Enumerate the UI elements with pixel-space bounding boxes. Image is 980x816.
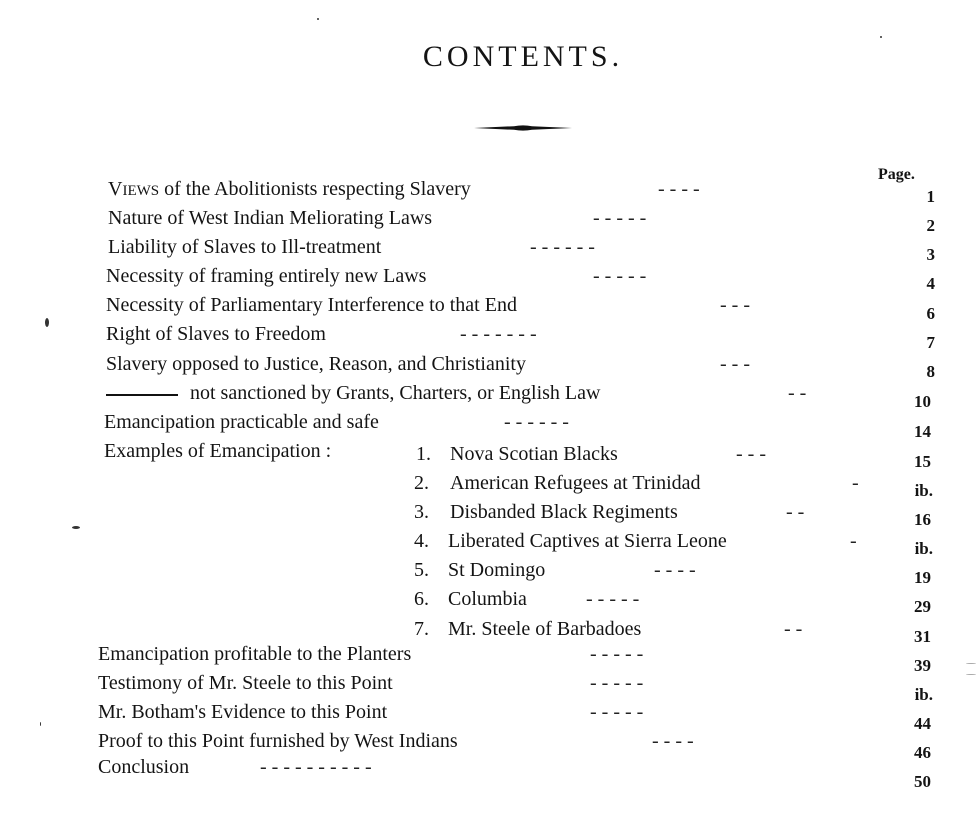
- toc-entry-label: Right of Slaves to Freedom: [106, 323, 326, 345]
- toc-entry-label: Slavery opposed to Justice, Reason, and Christianity: [106, 353, 526, 375]
- toc-entry-label: American Refugees at Trinidad: [450, 472, 701, 494]
- ditto-rule: [106, 394, 178, 396]
- leader-dashes: - - - - - -: [530, 236, 595, 258]
- toc-page-number: 6: [926, 304, 935, 323]
- leader-dashes: - - - - -: [593, 207, 647, 229]
- leader-dashes: - -: [784, 618, 803, 640]
- toc-entry-label: Necessity of Parliamentary Interference to that End: [106, 294, 517, 316]
- toc-page-number: 16: [914, 510, 931, 529]
- toc-page-number: ib.: [914, 539, 933, 558]
- subentry-number: 3.: [414, 501, 429, 523]
- leader-dashes: - - - - -: [590, 701, 644, 723]
- toc-subentry: [414, 472, 874, 500]
- leader-dashes: - - - -: [658, 178, 700, 200]
- toc-entry-label: St Domingo: [448, 559, 546, 581]
- toc-entry: [108, 207, 868, 235]
- toc-entry-label: Nature of West Indian Meliorating Laws: [108, 207, 433, 229]
- toc-entry: [106, 294, 866, 322]
- subentry-number: 5.: [414, 559, 429, 581]
- toc-entry: [98, 701, 878, 729]
- toc-entry: [106, 323, 866, 351]
- toc-entry: [98, 672, 878, 700]
- scan-speck: [966, 663, 976, 664]
- toc-page-number: ib.: [914, 685, 933, 704]
- scan-speck: [880, 36, 882, 38]
- toc-entry-label: Proof to this Point furnished by West Indians: [98, 730, 458, 752]
- toc-subentry: [414, 530, 874, 558]
- scan-speck: [317, 18, 319, 20]
- page-title: CONTENTS.: [422, 40, 624, 73]
- toc-entry-label: Nova Scotian Blacks: [450, 443, 618, 465]
- toc-page-number: 4: [926, 274, 935, 293]
- leader-dashes: - - - - -: [590, 672, 644, 694]
- toc-entry-label: Emancipation profitable to the Planters: [98, 643, 412, 665]
- toc-entry-label: Liberated Captives at Sierra Leone: [448, 530, 727, 552]
- toc-entry-label: Conclusion: [98, 756, 190, 778]
- leader-dashes: - - -: [720, 353, 750, 375]
- toc-entry-label: Necessity of framing entirely new Laws: [106, 265, 427, 287]
- leader-dashes: -: [850, 530, 857, 552]
- subentry-number: 7.: [414, 618, 429, 640]
- toc-entry-label: Emancipation practicable and safe: [104, 411, 379, 433]
- toc-entry: [108, 178, 868, 206]
- toc-page-number: 31: [914, 627, 931, 646]
- toc-entry-label: Columbia: [448, 588, 527, 610]
- leader-dashes: -: [852, 472, 859, 494]
- scan-speck: [40, 722, 41, 726]
- leader-dashes: - - - -: [652, 730, 694, 752]
- subentry-number: 6.: [414, 588, 429, 610]
- toc-page-number: 15: [914, 452, 931, 471]
- toc-page-number: 10: [914, 392, 931, 411]
- leader-dashes: - - - - - - - - - -: [260, 756, 372, 778]
- scan-speck: [72, 526, 80, 529]
- page-column-header: Page.: [878, 166, 915, 183]
- toc-subentry: [414, 559, 874, 587]
- toc-page-number: 7: [926, 333, 935, 352]
- leader-dashes: - -: [786, 501, 805, 523]
- toc-page-number: 2: [926, 216, 935, 235]
- toc-entry: [98, 756, 878, 784]
- toc-page-number: 3: [926, 245, 935, 264]
- toc-page-number: 29: [914, 597, 931, 616]
- toc-entry: [98, 730, 878, 758]
- toc-entry-examples-heading: [104, 440, 404, 468]
- scan-speck: [45, 318, 49, 327]
- toc-entry-label: Mr. Steele of Barbadoes: [448, 618, 642, 640]
- toc-entry: [108, 236, 868, 264]
- toc-entry: [106, 382, 866, 410]
- leader-dashes: - - - - - - -: [460, 323, 537, 345]
- toc-subentry: [414, 588, 874, 616]
- toc-page-number: 46: [914, 743, 931, 762]
- toc-page-number: 1: [926, 187, 935, 206]
- toc-page-number: 19: [914, 568, 931, 587]
- leader-dashes: - - - -: [654, 559, 696, 581]
- toc-entry-label: not sanctioned by Grants, Charters, or English Law: [190, 382, 601, 404]
- leader-dashes: - - -: [736, 443, 766, 465]
- subentry-number: 4.: [414, 530, 429, 552]
- toc-page-number: ib.: [914, 481, 933, 500]
- toc-entry: [98, 643, 878, 671]
- toc-entry: [106, 353, 866, 381]
- toc-page-number: 50: [914, 772, 931, 791]
- toc-page-number: 44: [914, 714, 931, 733]
- toc-entry-label: Disbanded Black Regiments: [450, 501, 678, 523]
- leader-dashes: - -: [788, 382, 807, 404]
- toc-entry-label: Mr. Botham's Evidence to this Point: [98, 701, 388, 723]
- subentry-number: 1.: [416, 443, 431, 465]
- toc-entry: [104, 411, 864, 439]
- toc-subentry: [414, 618, 874, 646]
- leader-dashes: - - - - -: [590, 643, 644, 665]
- leader-dashes: - - - - - -: [504, 411, 569, 433]
- leader-dashes: - - - - -: [586, 588, 640, 610]
- toc-subentry: [414, 501, 874, 529]
- toc-entry: [106, 265, 866, 293]
- toc-page-number: 39: [914, 656, 931, 675]
- toc-entry-label: VIEWS of the Abolitionists respecting Slavery: [108, 178, 471, 200]
- toc-entry-label: Testimony of Mr. Steele to this Point: [98, 672, 393, 694]
- toc-page-number: 14: [914, 422, 931, 441]
- scan-speck: [966, 674, 976, 675]
- subentry-number: 2.: [414, 472, 429, 494]
- leader-dashes: - - - - -: [593, 265, 647, 287]
- toc-entry-label: Examples of Emancipation :: [104, 440, 332, 462]
- toc-page-number: 8: [926, 362, 935, 381]
- toc-subentry: [416, 443, 876, 471]
- ornamental-rule: [474, 122, 572, 134]
- leader-dashes: - - -: [720, 294, 750, 316]
- toc-entry-label: Liability of Slaves to Ill-treatment: [108, 236, 382, 258]
